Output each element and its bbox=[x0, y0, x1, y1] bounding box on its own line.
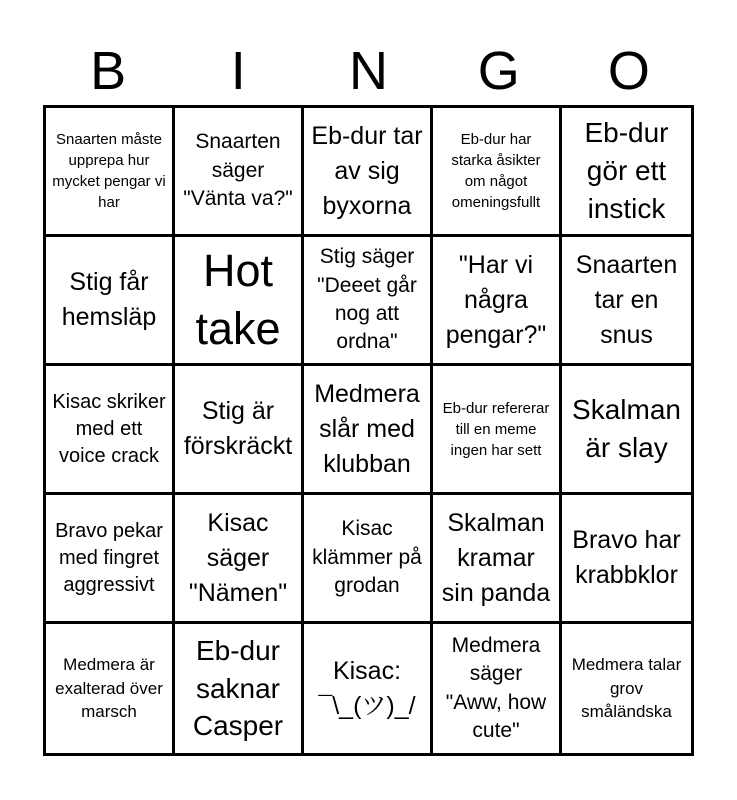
cell-text: Hot take bbox=[195, 244, 281, 354]
bingo-cell[interactable] bbox=[562, 366, 691, 495]
bingo-cell[interactable] bbox=[433, 366, 562, 495]
cell-text: Kisac skriker med ett voice crack bbox=[52, 390, 166, 467]
bingo-cell[interactable] bbox=[175, 495, 304, 624]
bingo-cell[interactable] bbox=[304, 108, 433, 237]
cell-text: Medmera talar grov småländska bbox=[571, 654, 682, 722]
bingo-cell[interactable] bbox=[304, 624, 433, 753]
bingo-cell[interactable] bbox=[46, 366, 175, 495]
cell-text: Stig säger "Deeet går nog att ordna" bbox=[317, 245, 417, 354]
cell-text: Snaarten måste upprepa hur mycket pengar vi har bbox=[52, 131, 166, 211]
cell-text: Eb-dur har starka åsikter om något omeningsfullt bbox=[451, 131, 541, 211]
cell-text: Eb-dur tar av sig byxorna bbox=[311, 121, 423, 220]
header-letter-o: O bbox=[607, 41, 650, 101]
header-letter-b: B bbox=[90, 41, 127, 101]
cell-text: Stig får hemsläp bbox=[61, 268, 157, 331]
bingo-cell[interactable] bbox=[562, 108, 691, 237]
cell-text: Medmera slår med klubban bbox=[314, 379, 420, 478]
cell-text: Skalman är slay bbox=[572, 394, 681, 463]
bingo-cell-center[interactable] bbox=[175, 237, 304, 366]
bingo-cell[interactable] bbox=[46, 108, 175, 237]
bingo-cell[interactable] bbox=[175, 624, 304, 753]
bingo-cell[interactable] bbox=[304, 495, 433, 624]
bingo-cell[interactable] bbox=[562, 495, 691, 624]
cell-text: "Har vi några pengar?" bbox=[445, 250, 547, 349]
bingo-board bbox=[43, 105, 694, 756]
cell-text: Skalman kramar sin panda bbox=[441, 508, 551, 607]
cell-text: Stig är förskräckt bbox=[183, 397, 293, 460]
cell-text: Kisac klämmer på grodan bbox=[312, 517, 422, 598]
cell-text: Snaarten tar en snus bbox=[575, 250, 678, 349]
cell-text: Medmera är exalterad över marsch bbox=[55, 654, 163, 722]
header-letter-g: G bbox=[477, 41, 520, 101]
cell-text: Kisac säger "Nämen" bbox=[188, 508, 288, 607]
bingo-cell[interactable] bbox=[562, 624, 691, 753]
bingo-cell[interactable] bbox=[433, 108, 562, 237]
cell-text: Eb-dur refererar till en meme ingen har sett bbox=[442, 399, 550, 459]
bingo-cell[interactable] bbox=[46, 237, 175, 366]
bingo-cell[interactable] bbox=[175, 108, 304, 237]
bingo-cell[interactable] bbox=[304, 366, 433, 495]
bingo-cell[interactable] bbox=[46, 624, 175, 753]
header-letter-n: N bbox=[348, 41, 388, 101]
bingo-cell[interactable] bbox=[433, 495, 562, 624]
cell-text: Bravo har krabbklor bbox=[572, 526, 681, 589]
cell-text: Bravo pekar med fingret aggressivt bbox=[55, 519, 163, 596]
bingo-cell[interactable] bbox=[46, 495, 175, 624]
cell-text: Snaarten säger "Vänta va?" bbox=[183, 130, 293, 211]
cell-text: Medmera säger "Aww, how cute" bbox=[445, 633, 547, 742]
bingo-header bbox=[43, 40, 694, 102]
cell-text: Kisac: ¯\_(ツ)_/ bbox=[318, 656, 416, 720]
cell-text: Eb-dur gör ett instick bbox=[584, 117, 669, 224]
bingo-cell[interactable] bbox=[562, 237, 691, 366]
bingo-cell[interactable] bbox=[304, 237, 433, 366]
bingo-cell[interactable] bbox=[175, 366, 304, 495]
bingo-cell[interactable] bbox=[433, 237, 562, 366]
header-letter-i: I bbox=[230, 41, 246, 101]
cell-text: Eb-dur saknar Casper bbox=[192, 634, 284, 742]
bingo-cell[interactable] bbox=[433, 624, 562, 753]
